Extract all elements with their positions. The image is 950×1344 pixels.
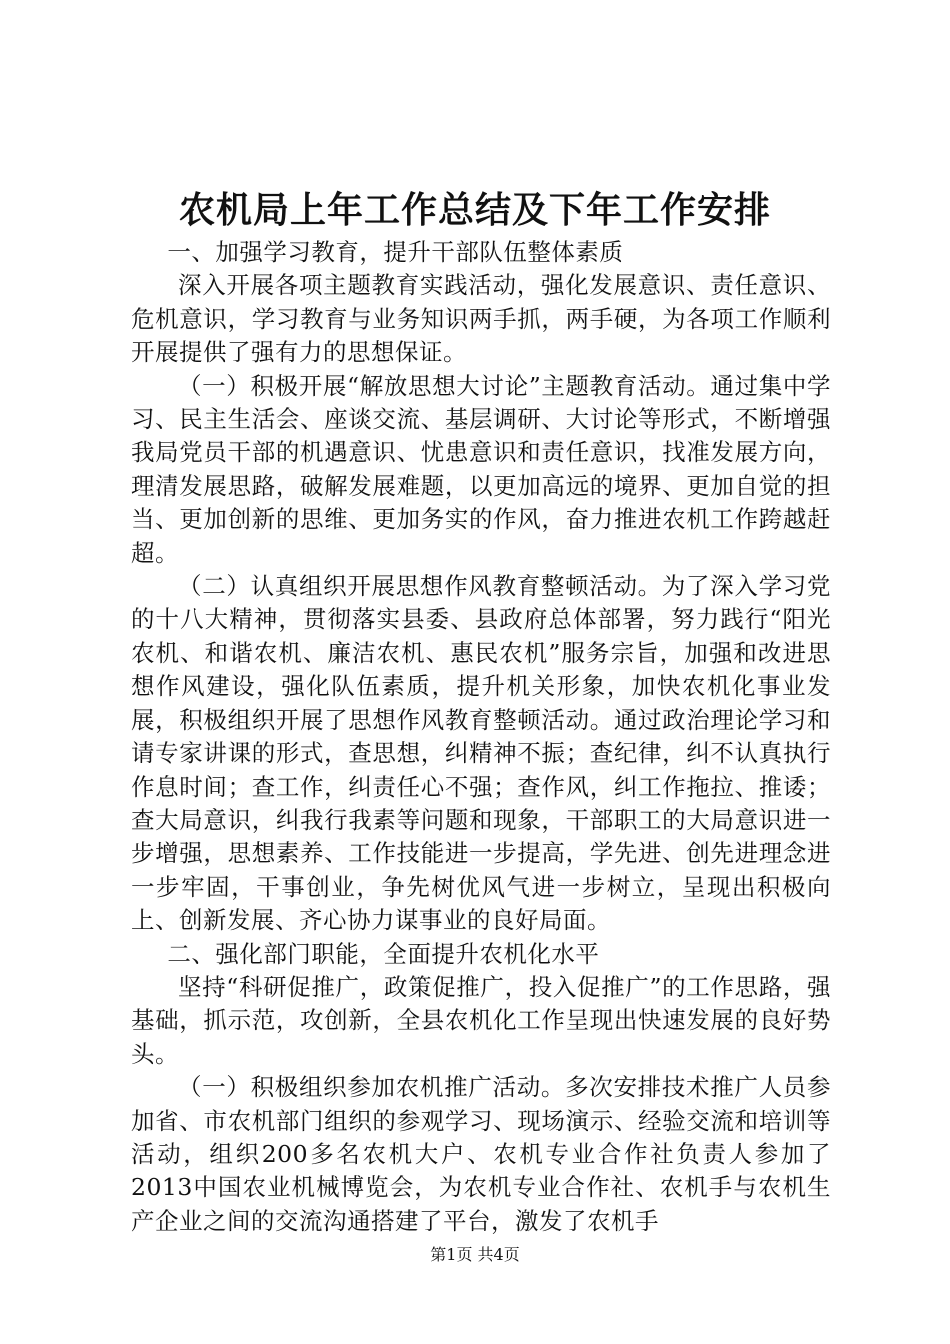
paragraph: 坚持“科研促推广，政策促推广，投入促推广”的工作思路，强基础，抓示范，攻创新，全县农机化工作呈现出快速发展的良好势头。 [131, 972, 831, 1068]
section-heading-2: 二、强化部门职能，全面提升农机化水平 [167, 939, 600, 968]
paragraph: （一）积极开展“解放思想大讨论”主题教育活动。通过集中学习、民主生活会、座谈交流、基层调研、大讨论等形式，不断增强我局党员干部的机遇意识、忧患意识和责任意识，找准发展方向，理清发展思路，破解发展难题，以更加高远的境界、更加自觉的担当、更加创新的思维、更加务实的作风，奋力推进农机工作跨越赶超。 [131, 371, 831, 567]
document-title: 农机局上年工作总结及下年工作安排 [178, 189, 771, 231]
paragraph: （二）认真组织开展思想作风教育整顿活动。为了深入学习党的十八大精神，贯彻落实县委、县政府总体部署，努力践行“阳光农机、和谐农机、廉洁农机、惠民农机”服务宗旨，加强和改进思想作风建设，强化队伍素质，提升机关形象，加快农机化事业发展，积极组织开展了思想作风教育整顿活动。通过政治理论学习和请专家讲课的形式，查思想，纠精神不振；查纪律，纠不认真执行作息时间；查工作，纠责任心不强；查作风，纠工作拖拉、推诿；查大局意识，纠我行我素等问题和现象，干部职工的大局意识进一步增强，思想素养、工作技能进一步提高，学先进、创先进理念进一步牢固，干事创业，争先树优风气进一步树立，呈现出积极向上、创新发展、齐心协力谋事业的良好局面。 [131, 572, 831, 935]
section-heading-1: 一、加强学习教育，提升干部队伍整体素质 [167, 238, 624, 266]
paragraph: （一）积极组织参加农机推广活动。多次安排技术推广人员参加省、市农机部门组织的参观学习、现场演示、经验交流和培训等活动，组织200多名农机大户、农机专业合作社负责人参加了2013中国农业机械博览会，为农机专业合作社、农机手与农机生产企业之间的交流沟通搭建了平台，激发了农机手 [131, 1073, 831, 1235]
paragraph: 深入开展各项主题教育实践活动，强化发展意识、责任意识、危机意识，学习教育与业务知识两手抓，两手硬，为各项工作顺利开展提供了强有力的思想保证。 [131, 271, 831, 367]
document-body [131, 236, 831, 1238]
page-footer: 第1页 共4页 [430, 1245, 520, 1264]
